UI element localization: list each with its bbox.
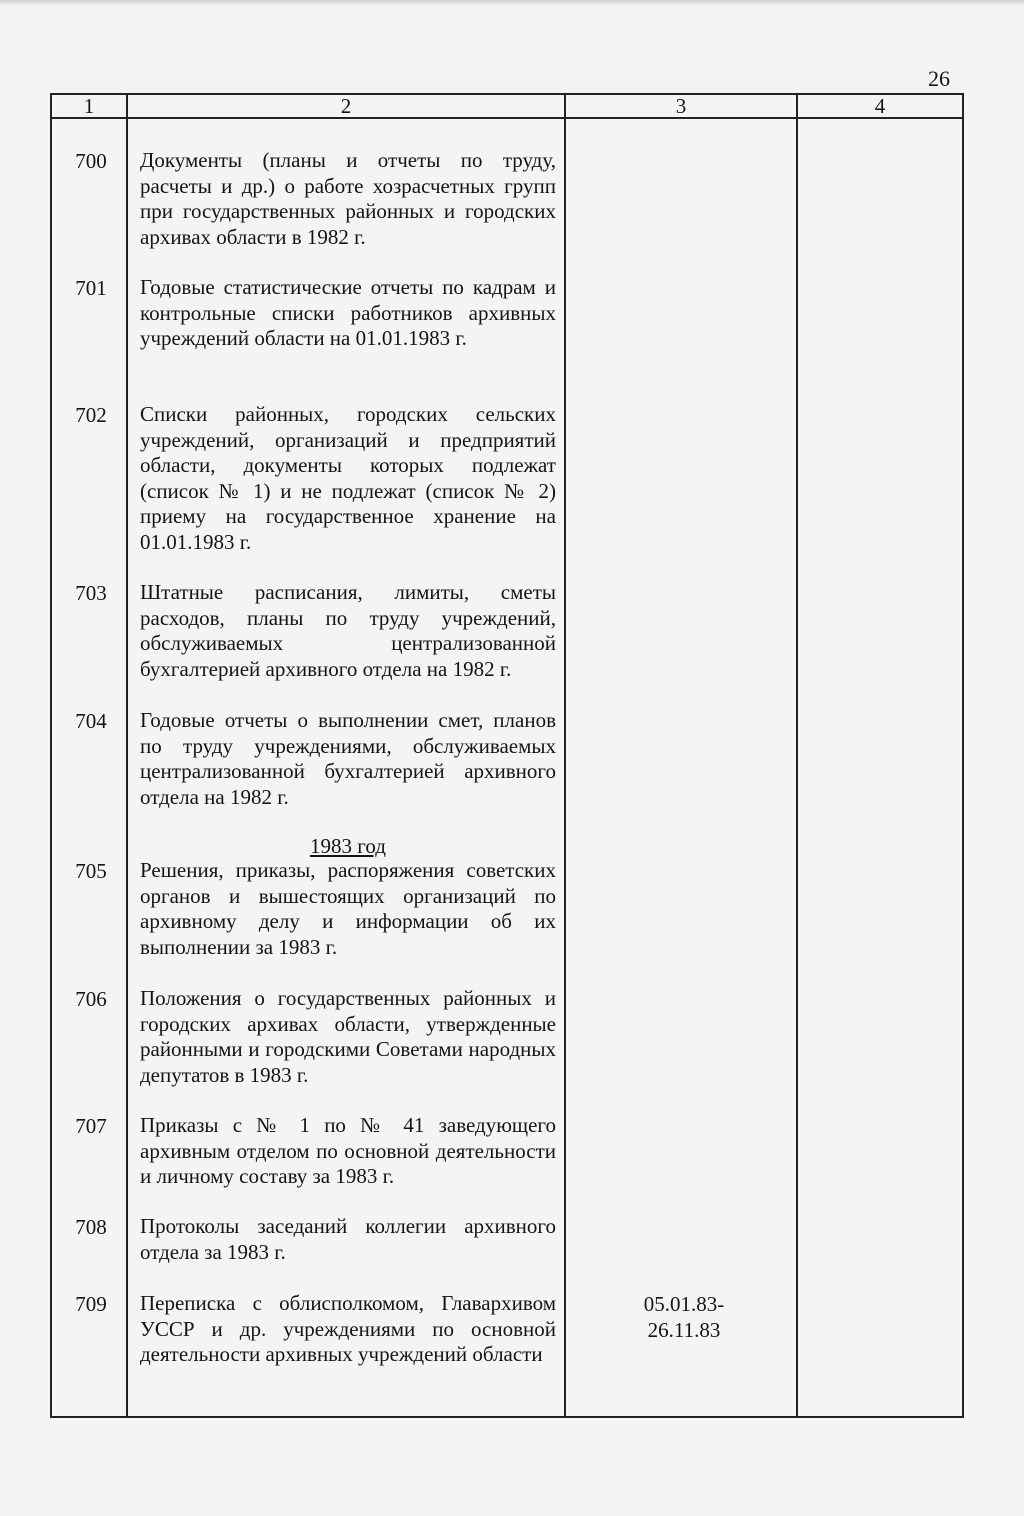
entry-description: Годовые статистические отчеты по кадрам и контрольные списки работников архивных учреждений области на 01.01.1983 г. [140,275,556,350]
column-divider-2 [564,93,566,1416]
year-heading: 1983 год [310,834,386,858]
entry-number: 704 [75,709,107,733]
page-number: 26 [928,66,950,91]
entry-number: 703 [75,581,107,605]
column-divider-3 [796,93,798,1416]
entry-description: Списки районных, городских сельских учреждений, организаций и предприятий области, документы которых подлежат (список № 1) и не подлежат (список № 2) приему на государственное хранение на 01.01.1983 г. [140,402,556,554]
scan-edge [0,0,1024,6]
entry-description: Протоколы заседаний коллегии архивного отдела за 1983 г. [140,1214,556,1264]
entry-description: Годовые отчеты о выполнении смет, планов по труду учреждениями, обслуживаемых централизованной бухгалтерией архивного отдела на 1982 г. [140,708,556,809]
table-header-row [52,93,962,119]
entry-dates: 05.01.83- 26.11.83 [643,1292,725,1342]
entry-number: 709 [75,1292,107,1316]
entry-description: Переписка с облисполкомом, Главархивом УССР и др. учреждениями по основной деятельности архивных учреждений области [140,1291,556,1366]
column-header-3: 3 [675,94,687,118]
entry-description: Документы (планы и отчеты по труду, расчеты и др.) о работе хозрасчетных групп при государственных районных и городских архивах области в 1982 г. [140,148,556,249]
entry-description: Штатные расписания, лимиты, сметы расходов, планы по труду учреждений, обслуживаемых централизованной бухгалтерией архивного отдела на 1982 г. [140,580,556,681]
entry-number: 707 [75,1114,107,1138]
entry-number: 702 [75,403,107,427]
entry-number: 700 [75,149,107,173]
column-header-2: 2 [340,94,352,118]
entry-number: 701 [75,276,107,300]
entry-number: 706 [75,987,107,1011]
entry-description: Решения, приказы, распоряжения советских органов и вышестоящих организаций по архивному делу и информации об их выполнении за 1983 г. [140,858,556,959]
column-header-1: 1 [83,94,95,118]
entry-number: 708 [75,1215,107,1239]
inventory-table [50,93,964,1418]
column-header-4: 4 [874,94,886,118]
entry-number: 705 [75,859,107,883]
entry-description: Приказы с № 1 по № 41 заведующего архивным отделом по основной деятельности и личному составу за 1983 г. [140,1113,556,1188]
entry-description: Положения о государственных районных и городских архивах области, утвержденные районными и городскими Советами народных депутатов в 1983 г. [140,986,556,1087]
